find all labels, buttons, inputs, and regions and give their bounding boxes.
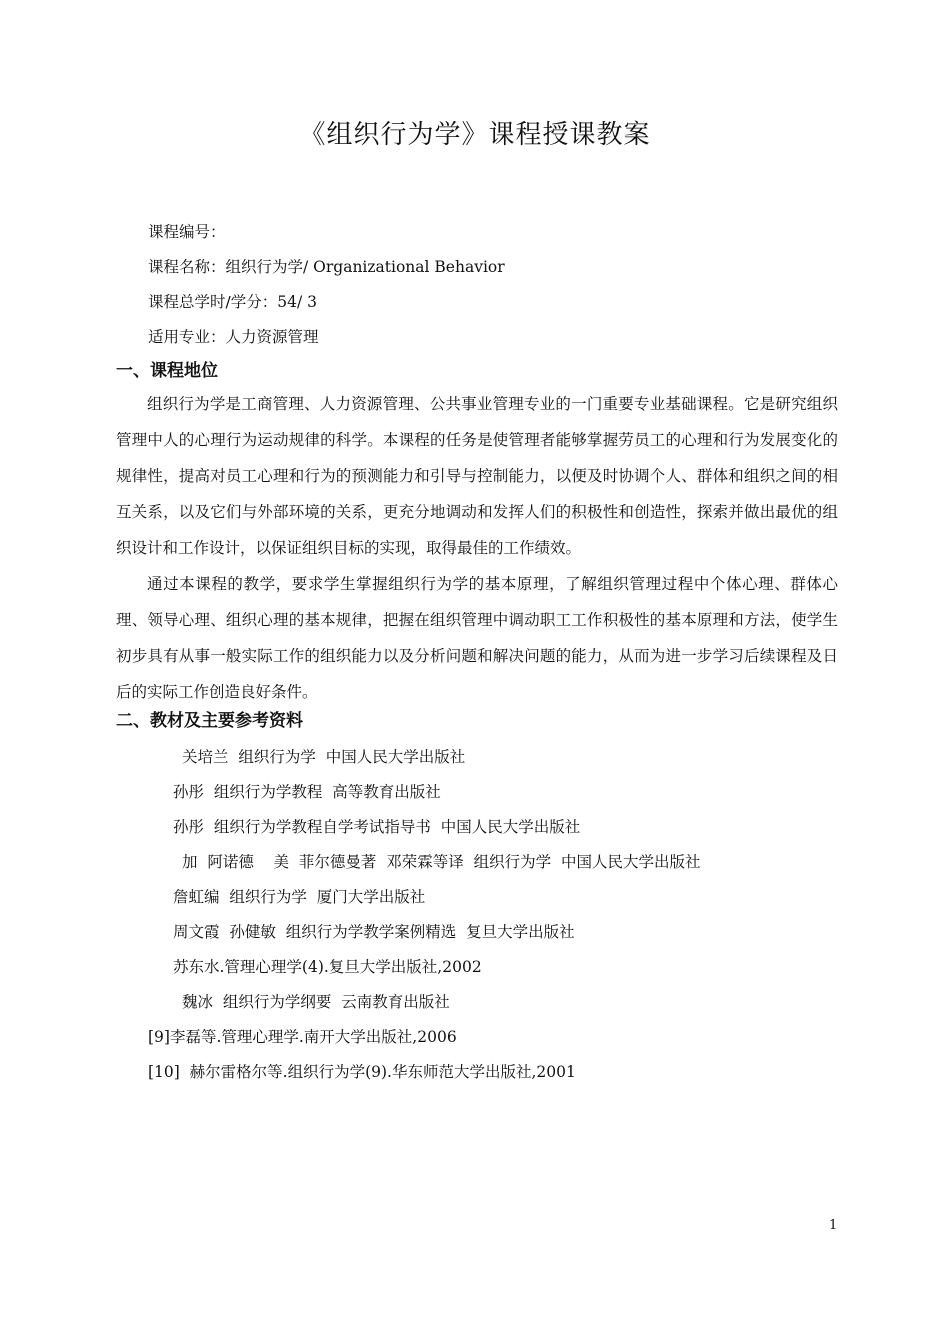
course-name-value: 组织行为学/ Organizational Behavior xyxy=(225,258,505,276)
reference-item: 孙彤 组织行为学教程自学考试指导书 中国人民大学出版社 xyxy=(173,818,581,836)
paragraph-1: 组织行为学是工商管理、人力资源管理、公共事业管理专业的一门重要专业基础课程。它是研究组织管理中人的心理行为运动规律的科学。本课程的任务是使管理者能够掌握劳员工的心理和行为发展变化的规律性，提高对员工心理和行为的预测能力和引导与控制能力，以便及时协调个人、群体和组织之间的相互关系，以及它们与外部环境的关系，更充分地调动和发挥人们的积极性和创造性，探索并做出最优的组织设计和工作设计，以保证组织目标的实现，取得最佳的工作绩效。 xyxy=(116,395,838,557)
course-major-label: 适用专业： xyxy=(148,328,226,346)
reference-item: 加 阿诺德 美 菲尔德曼著 邓荣霖等译 组织行为学 中国人民大学出版社 xyxy=(182,853,701,871)
reference-item: 魏冰 组织行为学纲要 云南教育出版社 xyxy=(182,993,450,1011)
reference-item: [10] 赫尔雷格尔等.组织行为学(9).华东师范大学出版社,2001 xyxy=(148,1063,576,1081)
course-hours-label: 课程总学时/学分： xyxy=(148,293,278,311)
course-major-value: 人力资源管理 xyxy=(225,328,319,346)
section-heading-2: 二、教材及主要参考资料 xyxy=(116,711,303,731)
reference-item: [9]李磊等.管理心理学.南开大学出版社,2006 xyxy=(148,1028,457,1046)
reference-item: 关培兰 组织行为学 中国人民大学出版社 xyxy=(182,748,466,766)
reference-item: 詹虹编 组织行为学 厦门大学出版社 xyxy=(173,888,426,906)
course-hours-value: 54/ 3 xyxy=(277,293,317,311)
reference-item: 孙彤 组织行为学教程 高等教育出版社 xyxy=(173,783,441,801)
course-name-label: 课程名称： xyxy=(148,258,226,276)
section-heading-1: 一、课程地位 xyxy=(116,361,218,381)
page-title: 《组织行为学》课程授课教案 xyxy=(299,120,651,150)
reference-item: 周文霞 孙健敏 组织行为学教学案例精选 复旦大学出版社 xyxy=(173,923,575,941)
course-code-row xyxy=(148,220,226,242)
paragraph-2: 通过本课程的教学，要求学生掌握组织行为学的基本原理，了解组织管理过程中个体心理、群体心理、领导心理、组织心理的基本规律，把握在组织管理中调动职工工作积极性的基本原理和方法，使学生初步具有从事一般实际工作的组织能力以及分析问题和解决问题的能力，从而为进一步学习后续课程及日后的实际工作创造良好条件。 xyxy=(116,575,838,701)
page-number: 1 xyxy=(829,1218,838,1233)
course-code-label: 课程编号： xyxy=(148,223,226,241)
reference-item: 苏东水.管理心理学(4).复旦大学出版社,2002 xyxy=(173,958,482,976)
course-hours-row xyxy=(148,290,317,312)
course-name-row xyxy=(148,255,505,277)
course-major-row xyxy=(148,325,319,347)
